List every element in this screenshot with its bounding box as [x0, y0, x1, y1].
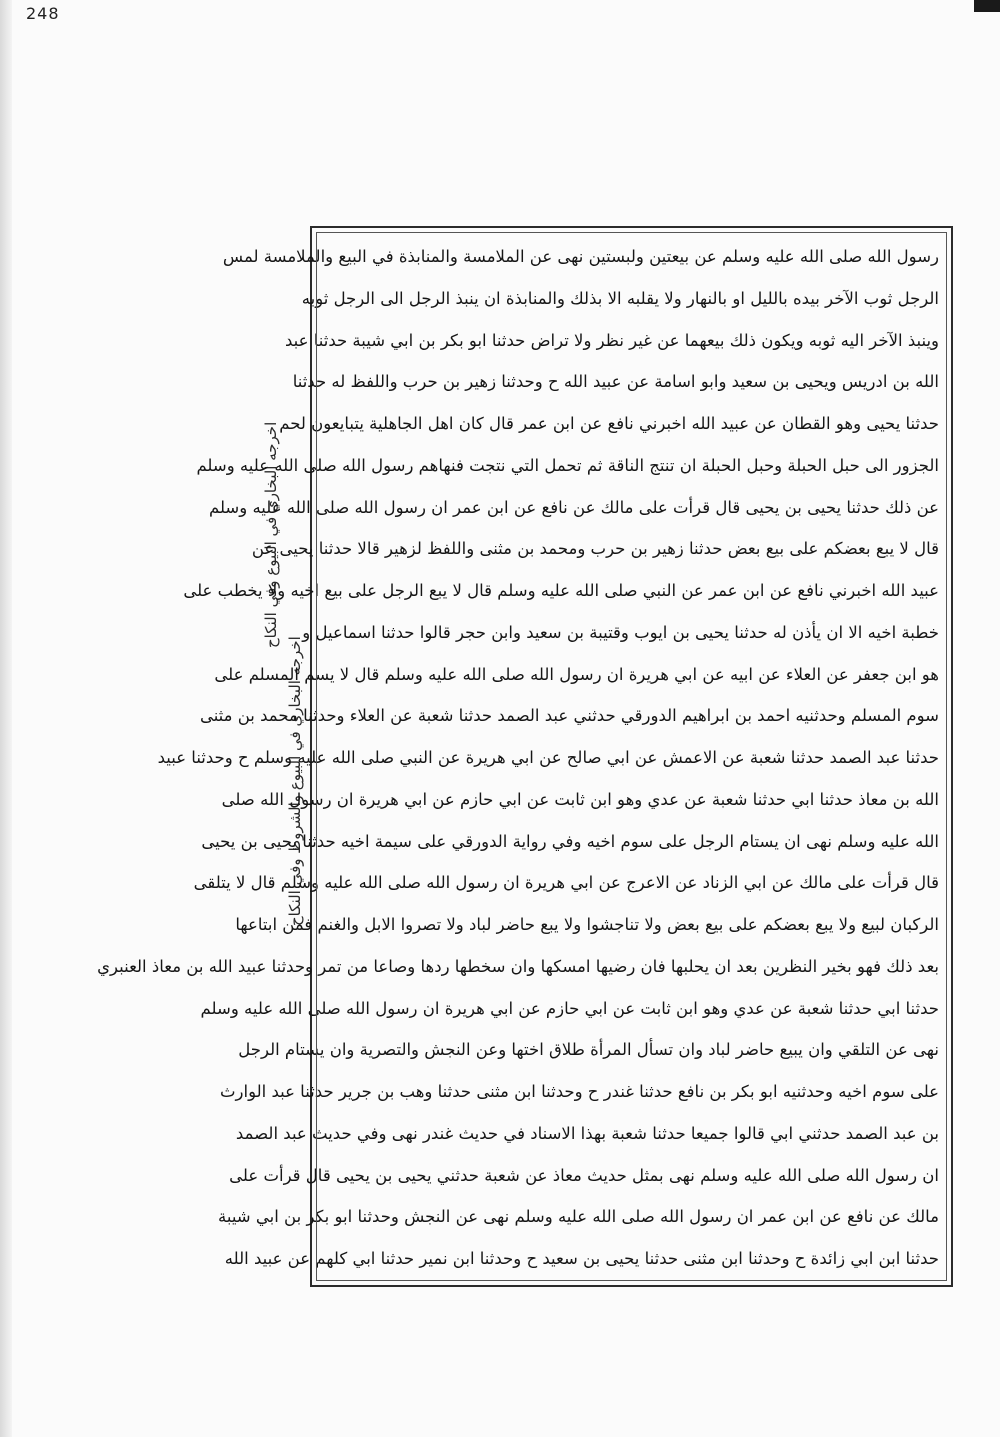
margin-note: اخرجه البخاري في البيوع والشروط وفي النكاح	[286, 636, 304, 926]
corner-tab-mark	[974, 0, 1000, 12]
manuscript-line: الله بن معاذ حدثنا ابي حدثنا شعبة عن عدي وهو ابن ثابت عن ابي حازم عن ابي هريرة ان رسول الله صلى	[221, 789, 939, 809]
manuscript-line: الله بن ادريس ويحيى بن سعيد وابو اسامة عن عبيد الله ح وحدثنا زهير بن حرب واللفظ له حدثنا	[292, 372, 939, 392]
manuscript-line: بن عبد الصمد حدثني ابي قالوا جميعا حدثنا شعبة بهذا الاسناد في حديث غندر نهى وفي حديث عبد الصمد	[235, 1123, 939, 1143]
manuscript-line: حدثنا ابي حدثنا شعبة عن عدي وهو ابن ثابت عن ابي حازم عن ابي هريرة ان رسول الله صلى الله عليه وسلم	[200, 998, 939, 1018]
manuscript-line: الركبان لبيع ولا يبع بعضكم على بيع بعض ولا تناجشوا ولا يبع حاضر لباد ولا تصروا الابل والغنم فمن ابتاعها	[235, 915, 939, 934]
manuscript-line: نهى عن التلقي وان يبيع حاضر لباد وان تسأل المرأة طلاق اختها وعن النجش والتصرية وان يستام الرجل	[238, 1040, 939, 1060]
margin-note: اخرجه البخاري في البيوع وفي النكاح	[262, 421, 280, 648]
manuscript-line: حدثنا يحيى وهو القطان عن عبيد الله اخبرني نافع عن ابن عمر قال كان اهل الجاهلية يتبايعون لحم	[279, 414, 939, 433]
manuscript-line: قال لا يبع بعضكم على بيع بعض حدثنا زهير بن حرب ومحمد بن مثنى واللفظ لزهير قالا حدثنا يحيى عن	[251, 539, 939, 559]
manuscript-line: هو ابن جعفر عن العلاء عن ابيه عن ابي هريرة ان رسول الله صلى الله عليه وسلم قال لا يسم المسلم على	[214, 664, 939, 684]
manuscript-line: حدثنا ابن ابي زائدة ح وحدثنا ابن مثنى حدثنا يحيى بن سعيد ح وحدثنا ابن نمير حدثنا ابي كلهم عن عبيد الله	[224, 1249, 939, 1268]
manuscript-line: حدثنا عبد الصمد حدثنا شعبة عن الاعمش عن ابي صالح عن ابي هريرة عن النبي صلى الله عليه وسلم ح وحدثنا عبيد	[157, 748, 939, 767]
manuscript-line: وينبذ الآخر اليه ثوبه ويكون ذلك بيعهما عن غير نظر ولا تراض حدثنا ابو بكر بن ابي شيبة حدثنا عبد	[285, 330, 939, 350]
manuscript-line: عن ذلك حدثنا يحيى بن يحيى قال قرأت على مالك عن نافع عن ابن عمر ان رسول الله صلى الله عليه وسلم	[208, 497, 939, 517]
manuscript-line: سوم المسلم وحدثنيه احمد بن ابراهيم الدورقي حدثني عبد الصمد حدثنا شعبة عن العلاء وحدثنا محمد بن مثنى	[199, 706, 939, 726]
manuscript-line: قال قرأت على مالك عن ابي الزناد عن الاعرج عن ابي هريرة ان رسول الله صلى الله عليه وسلم قال لا يتلقى	[193, 873, 939, 893]
manuscript-line: رسول الله صلى الله عليه وسلم عن بيعتين ولبستين نهى عن الملامسة والمنابذة في البيع والملامسة لمس	[222, 247, 939, 266]
manuscript-line: ان رسول الله صلى الله عليه وسلم نهى بمثل حديث معاذ عن شعبة حدثني يحيى بن يحيى قال قرأت على	[229, 1165, 939, 1185]
manuscript-line: عبيد الله اخبرني نافع عن ابن عمر عن النبي صلى الله عليه وسلم قال لا يبع الرجل على بيع اخيه ولا يخطب على	[183, 581, 939, 600]
manuscript-line: على سوم اخيه وحدثنيه ابو بكر بن نافع حدثنا غندر ح وحدثنا ابن مثنى حدثنا وهب بن جرير حدثنا عبد الوارث	[219, 1082, 939, 1101]
manuscript-line: الرجل ثوب الآخر بيده بالليل او بالنهار ولا يقلبه الا بذلك والمنابذة ان ينبذ الرجل الى الرجل ثوبه	[301, 288, 939, 308]
manuscript-line: الجزور الى حبل الحبلة وحبل الحبلة ان تنتج الناقة ثم تحمل التي نتجت فنهاهم رسول الله صلى الله عليه وسلم	[196, 455, 939, 475]
manuscript-line: بعد ذلك فهو بخير النظرين بعد ان يحلبها فان رضيها امسكها وان سخطها ردها وصاعا من تمر وحدثنا عبيد الله بن معاذ العنبري	[97, 956, 939, 976]
manuscript-line: مالك عن نافع عن ابن عمر ان رسول الله صلى الله عليه وسلم نهى عن النجش وحدثنا ابو بكر بن ابي شيبة	[218, 1207, 939, 1227]
page-number: 248	[26, 4, 60, 23]
manuscript-line: الله عليه وسلم نهى ان يستام الرجل على سوم اخيه وفي رواية الدورقي على سيمة اخيه حدثنا يحيى بن يحيى	[201, 831, 939, 851]
manuscript-line: خطبة اخيه الا ان يأذن له حدثنا يحيى بن ايوب وقتيبة بن سعيد وابن حجر قالوا حدثنا اسماعيل و	[302, 622, 939, 642]
page-edge-shadow	[0, 0, 12, 1437]
